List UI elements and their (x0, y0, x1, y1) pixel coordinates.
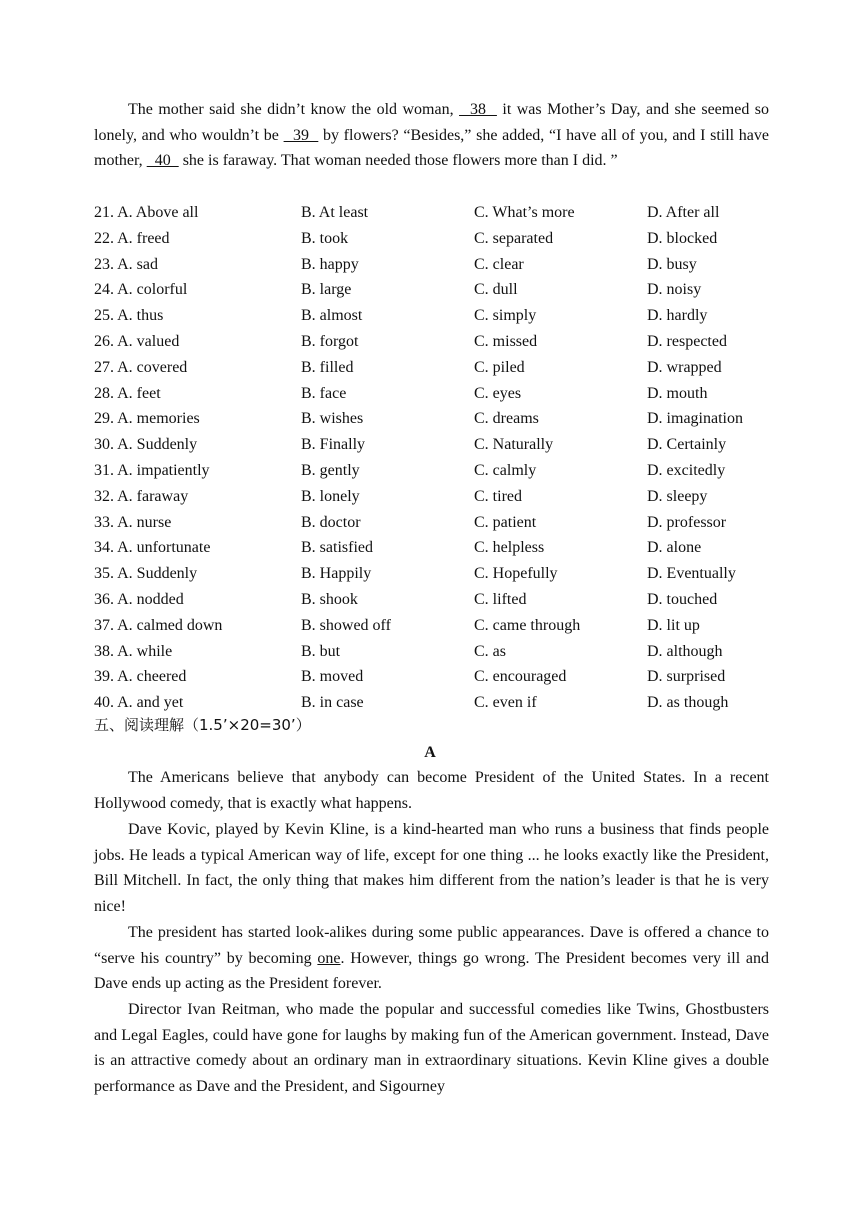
option-a: 21. A. Above all (94, 204, 199, 221)
option-b: B. At least (301, 204, 369, 221)
option-d: D. although (647, 642, 723, 660)
option-a: 37. A. calmed down (94, 616, 223, 634)
option-b: B. almost (301, 307, 363, 325)
option-d: D. respected (647, 332, 727, 350)
option-b: B. forgot (301, 332, 359, 350)
option-c: C. dull (474, 281, 518, 299)
option-a: 32. A. faraway (94, 487, 189, 505)
cloze-text: The mother said she didn’t know the old woman, (128, 101, 460, 118)
option-b: B. wishes (301, 410, 364, 428)
option-c: C. calmly (474, 461, 537, 479)
option-d: D. touched (647, 590, 718, 608)
option-d: D. mouth (647, 384, 708, 402)
cloze-passage-ending (94, 97, 769, 174)
option-c: C. encouraged (474, 668, 567, 686)
question-25-options (94, 303, 794, 329)
option-a: 33. A. nurse (94, 513, 172, 531)
option-d: D. wrapped (647, 358, 722, 376)
option-a: 22. A. freed (94, 229, 170, 247)
option-d: D. hardly (647, 307, 708, 325)
option-a: 38. A. while (94, 642, 173, 660)
option-a: 35. A. Suddenly (94, 565, 198, 583)
option-b: B. doctor (301, 513, 361, 531)
question-32-options (94, 484, 794, 510)
option-c: C. tired (474, 487, 522, 505)
option-d: D. After all (647, 204, 720, 221)
option-c: C. separated (474, 229, 554, 247)
section-heading: 五、阅读理解（1.5’×20=30’） (94, 716, 311, 734)
option-b: B. moved (301, 668, 364, 686)
blank-38: 38 (459, 101, 497, 118)
option-c: C. Naturally (474, 436, 554, 454)
option-b: B. lonely (301, 487, 360, 505)
question-35-options (94, 561, 794, 587)
question-28-options (94, 381, 794, 407)
question-36-options (94, 587, 794, 613)
question-39-options (94, 664, 794, 690)
option-c: C. Hopefully (474, 565, 558, 583)
option-a: 28. A. feet (94, 384, 161, 402)
option-c: C. eyes (474, 384, 522, 402)
option-b: B. showed off (301, 616, 391, 634)
option-a: 40. A. and yet (94, 694, 184, 712)
option-c: C. simply (474, 307, 537, 325)
option-b: B. satisfied (301, 539, 373, 557)
option-d: D. excitedly (647, 461, 726, 479)
question-24-options (94, 277, 794, 303)
option-a: 25. A. thus (94, 307, 164, 325)
cloze-text: it was Mother’s Day, and she seemed so lonely, and who wouldn’t be (94, 101, 770, 144)
option-a: 27. A. covered (94, 358, 188, 376)
passage-paragraph-2: Dave Kovic, played by Kevin Kline, is a kind-hearted man who runs a business that finds people jobs. He leads a typical American way of life, except for one thing ... he looks exactly like the President, Bill Mitchell. In fact, the only thing that makes him different from the nation’s leader is that he is very nice! (94, 821, 769, 916)
option-d: D. sleepy (647, 487, 708, 505)
question-26-options (94, 329, 794, 355)
question-37-options (94, 613, 794, 639)
question-27-options (94, 355, 794, 381)
option-b: B. Happily (301, 565, 372, 583)
option-a: 39. A. cheered (94, 668, 187, 686)
underlined-word: one (317, 949, 341, 967)
option-d: D. imagination (647, 410, 743, 428)
answer-options-list (94, 200, 794, 716)
blank-40: 40 (146, 152, 179, 170)
option-d: D. Eventually (647, 565, 736, 583)
option-c: C. lifted (474, 590, 527, 608)
question-22-options (94, 226, 794, 252)
option-b: B. large (301, 281, 352, 299)
question-34-options (94, 535, 794, 561)
option-c: C. came through (474, 616, 581, 634)
option-a: 26. A. valued (94, 332, 180, 350)
option-b: B. Finally (301, 436, 366, 454)
option-b: B. in case (301, 694, 364, 712)
option-b: B. took (301, 229, 349, 247)
passage-paragraph-1: The Americans believe that anybody can become President of the United States. In a recent Hollywood comedy, that is exactly what happens. (94, 769, 769, 812)
option-d: D. surprised (647, 668, 726, 686)
option-d: D. alone (647, 539, 702, 557)
option-d: D. busy (647, 255, 697, 273)
blank-39: 39 (283, 126, 319, 144)
option-d: D. as though (647, 694, 729, 712)
option-a: 30. A. Suddenly (94, 436, 198, 454)
option-d: D. lit up (647, 616, 700, 634)
option-b: B. shook (301, 590, 358, 608)
passage-paragraph-4: Director Ivan Reitman, who made the popular and successful comedies like Twins, Ghostbusters and Legal Eagles, could have gone for laughs by making fun of the American government. Instead, Dave is an attractive comedy about an ordinary man in extraordinary situations. Kevin Kline gives a double performance as Dave and the President, and Sigourney (94, 1001, 769, 1096)
option-c: C. even if (474, 694, 537, 712)
option-c: C. as (474, 642, 506, 660)
cloze-text: by flowers? “Besides,” she added, “I have all of you, and I still have mother, (94, 126, 770, 170)
question-30-options (94, 432, 794, 458)
option-c: C. What’s more (474, 204, 575, 221)
option-b: B. but (301, 642, 341, 660)
question-21-options (94, 200, 794, 226)
question-31-options (94, 458, 794, 484)
question-23-options (94, 252, 794, 278)
cloze-text: she is faraway. That woman needed those flowers more than I did. ” (178, 152, 618, 170)
option-b: B. happy (301, 255, 359, 273)
option-a: 24. A. colorful (94, 281, 188, 299)
option-c: C. piled (474, 358, 525, 376)
option-b: B. filled (301, 358, 354, 376)
option-c: C. patient (474, 513, 537, 531)
option-a: 31. A. impatiently (94, 461, 210, 479)
option-a: 29. A. memories (94, 410, 200, 428)
passage-paragraph-3 (94, 920, 769, 997)
paragraph-text: . However, things go wrong. The President becomes very ill and Dave ends up acting as the President forever. (94, 949, 769, 993)
option-a: 23. A. sad (94, 255, 158, 273)
passage-label: A (424, 744, 436, 761)
paragraph-text: The president has started look-alikes during some public appearances. Dave is offered a chance to “serve his country” by becoming (94, 924, 769, 967)
option-c: C. helpless (474, 539, 545, 557)
option-d: D. Certainly (647, 436, 727, 454)
option-a: 36. A. nodded (94, 590, 184, 608)
question-33-options (94, 510, 794, 536)
question-38-options (94, 639, 794, 665)
question-29-options (94, 406, 794, 432)
option-d: D. blocked (647, 229, 718, 247)
option-d: D. noisy (647, 281, 702, 299)
option-c: C. dreams (474, 410, 539, 428)
option-b: B. gently (301, 461, 360, 479)
option-c: C. missed (474, 332, 538, 350)
option-d: D. professor (647, 513, 727, 531)
option-b: B. face (301, 384, 347, 402)
option-a: 34. A. unfortunate (94, 539, 211, 557)
option-c: C. clear (474, 255, 524, 273)
